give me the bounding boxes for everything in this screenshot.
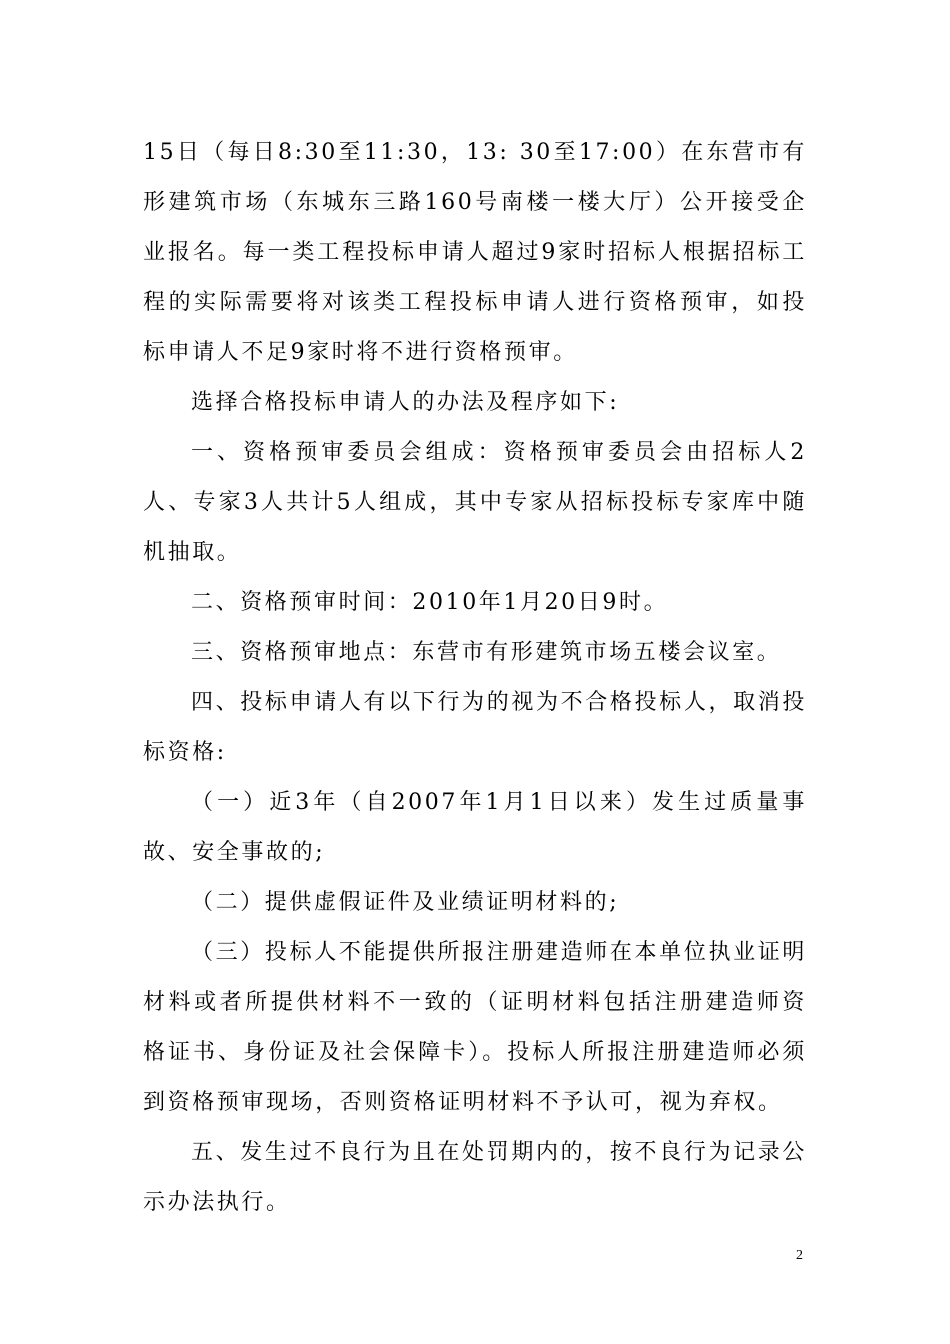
paragraph-committee-composition: 一、资格预审委员会组成：资格预审委员会由招标人2人、专家3人共计5人组成，其中专家从招标投标专家库中随机抽取。 <box>143 440 807 565</box>
paragraph-condition-accidents: （一）近3年（自2007年1月1日以来）发生过质量事故、安全事故的; <box>143 790 807 865</box>
paragraph-condition-false-documents: （二）提供虚假证件及业绩证明材料的; <box>191 890 620 915</box>
paragraph-condition-constructor-proof: （三）投标人不能提供所报注册建造师在本单位执业证明材料或者所提供材料不一致的（证明材料包括注册建造师资格证书、身份证及社会保障卡）。投标人所报注册建造师必须到资格预审现场，否则资格证明材料不予认可，视为弃权。 <box>143 940 807 1115</box>
body-text <box>143 128 807 1228</box>
paragraph-registration-continued: 15日（每日8:30至11:30，13: 30至17:00）在东营市有形建筑市场（东城东三路160号南楼一楼大厅）公开接受企业报名。每一类工程投标申请人超过9家时招标人根据招标工程的实际需要将对该类工程投标申请人进行资格预审，如投标申请人不足9家时将不进行资格预审。 <box>143 140 807 365</box>
paragraph-prequalification-location: 三、资格预审地点：东营市有形建筑市场五楼会议室。 <box>191 640 782 665</box>
paragraph-bad-conduct-penalty: 五、发生过不良行为且在处罚期内的，按不良行为记录公示办法执行。 <box>143 1140 807 1215</box>
paragraph-disqualification-conditions: 四、投标申请人有以下行为的视为不合格投标人，取消投标资格: <box>143 690 807 765</box>
page-number: 2 <box>796 1248 803 1263</box>
paragraph-prequalification-time: 二、资格预审时间：2010年1月20日9时。 <box>191 590 669 615</box>
paragraph-selection-method-intro: 选择合格投标申请人的办法及程序如下: <box>191 390 620 415</box>
